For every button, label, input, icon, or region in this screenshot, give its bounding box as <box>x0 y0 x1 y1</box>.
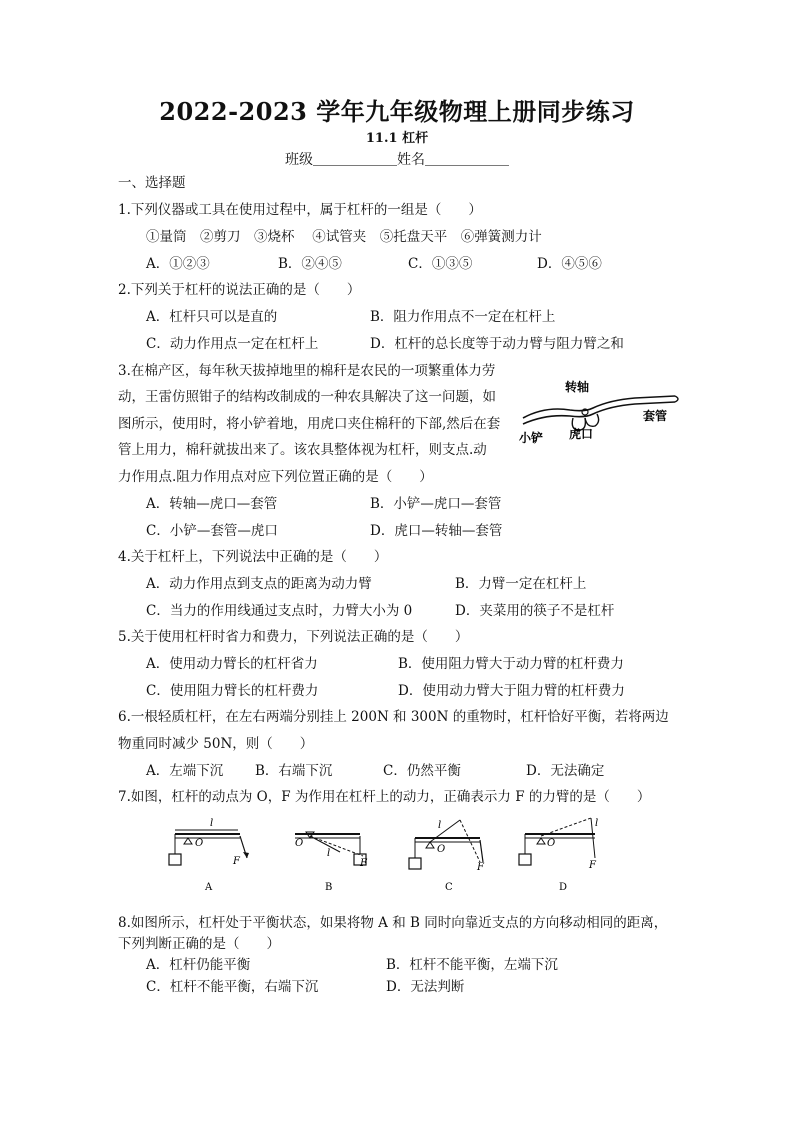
question-8-option-d: D．无法判断 <box>386 979 465 995</box>
question-2-option-c: C．动力作用点一定在杠杆上 <box>146 336 319 352</box>
question-1-option-d: D．④⑤⑥ <box>537 256 602 272</box>
question-1-option-b: B．②④⑤ <box>278 256 342 272</box>
label-o-a: O <box>195 838 204 849</box>
label-l-c: l <box>438 820 442 831</box>
cotton-puller-figure <box>515 378 685 450</box>
label-f-c: F <box>477 862 484 873</box>
section-heading: 一、选择题 <box>118 175 186 191</box>
question-6-line-2: 物重同时减少 50N，则（ ） <box>118 736 314 752</box>
page-title: 2022-2023 学年九年级物理上册同步练习 <box>159 97 635 126</box>
question-6-option-c: C．仍然平衡 <box>383 763 461 779</box>
question-3-line-1: 3.在棉产区，每年秋天拔掉地里的棉秆是农民的一项繁重体力劳 <box>118 363 496 379</box>
lever-figure-d <box>519 818 598 893</box>
label-l-b: l <box>327 848 331 859</box>
question-1-items: ①量筒 ②剪刀 ③烧杯 ④试管夹 ⑤托盘天平 ⑥弹簧测力计 <box>146 229 542 245</box>
figure-label-sleeve: 套管 <box>643 409 668 423</box>
question-8-option-b: B．杠杆不能平衡，左端下沉 <box>386 957 558 973</box>
label-f-a: F <box>233 856 240 867</box>
figure-label-a: A <box>205 882 213 893</box>
question-5-stem: 5.关于使用杠杆时省力和费力，下列说法正确的是（ ） <box>118 629 469 645</box>
question-2-option-b: B．阻力作用点不一定在杠杆上 <box>370 309 556 325</box>
question-1-option-c: C．①③⑤ <box>408 256 473 272</box>
label-f-b: F <box>360 858 367 869</box>
figure-label-c: C <box>445 882 453 893</box>
question-5-option-c: C．使用阻力臂长的杠杆费力 <box>146 683 319 699</box>
question-3-option-d: D．虎口—转轴—套管 <box>370 523 503 539</box>
question-8-line-1: 8.如图所示，杠杆处于平衡状态，如果将物 A 和 B 同时向靠近支点的方向移动相同的距离， <box>118 915 668 931</box>
lever-figure-a <box>169 818 249 893</box>
question-3-line-3: 图所示，使用时，将小铲着地，用虎口夹住棉秆的下部,然后在套 <box>118 416 501 432</box>
question-6-option-d: D．无法确定 <box>526 763 605 779</box>
lever-figure-c <box>409 820 485 893</box>
question-3-option-b: B．小铲—虎口—套管 <box>370 496 502 512</box>
label-o-d: O <box>547 838 556 849</box>
question-1-option-a: A．①②③ <box>146 256 210 272</box>
label-o-b: O <box>295 838 304 849</box>
label-f-d: F <box>589 860 596 871</box>
question-2-stem: 2.下列关于杠杆的说法正确的是（ ） <box>118 282 361 298</box>
question-5-option-b: B．使用阻力臂大于动力臂的杠杆费力 <box>398 656 624 672</box>
label-l-d: l <box>595 818 599 829</box>
lesson-subtitle: 11.1 杠杆 <box>365 131 429 146</box>
figure-label-shovel: 小铲 <box>519 431 544 445</box>
figure-label-d: D <box>559 882 568 893</box>
question-5-option-a: A．使用动力臂长的杠杆省力 <box>146 656 318 672</box>
question-6-line-1: 6.一根轻质杠杆，在左右两端分别挂上 200N 和 300N 的重物时，杠杆恰好平衡，若将两边 <box>118 709 669 725</box>
question-7-stem: 7.如图，杠杆的动点为 O，F 为作用在杠杆上的动力，正确表示力 F 的力臂的是（ ） <box>118 789 651 805</box>
class-name-line: 班级＿＿＿＿＿＿姓名＿＿＿＿＿＿ <box>285 152 509 168</box>
label-o-c: O <box>437 844 446 855</box>
question-4-option-b: B．力臂一定在杠杆上 <box>455 576 587 592</box>
figure-label-pivot: 转轴 <box>565 380 590 394</box>
figure-label-b: B <box>325 882 333 893</box>
question-8-option-a: A．杠杆仍能平衡 <box>146 957 251 973</box>
lever-figure-b <box>295 832 368 893</box>
lever-figures <box>155 812 625 894</box>
question-3-option-c: C．小铲—套管—虎口 <box>146 523 278 539</box>
question-2-option-d: D．杠杆的总长度等于动力臂与阻力臂之和 <box>370 336 624 352</box>
figure-label-jaw: 虎口 <box>569 427 594 441</box>
question-8-option-c: C．杠杆不能平衡，右端下沉 <box>146 979 319 995</box>
question-3-line-2: 动，王雷仿照钳子的结构改制成的一种农具解决了这一问题，如 <box>118 389 496 405</box>
question-8-line-2: 下列判断正确的是（ ） <box>118 936 280 952</box>
question-3-option-a: A．转轴—虎口—套管 <box>146 496 278 512</box>
question-6-option-b: B．右端下沉 <box>255 763 333 779</box>
question-6-option-a: A．左端下沉 <box>146 763 224 779</box>
question-4-stem: 4.关于杠杆上，下列说法中正确的是（ ） <box>118 549 388 565</box>
question-3-line-4: 管上用力，棉秆就拔出来了。该农具整体视为杠杆，则支点.动 <box>118 442 487 458</box>
question-4-option-c: C．当力的作用线通过支点时，力臂大小为 0 <box>146 603 413 619</box>
label-l-a: l <box>210 818 214 829</box>
question-4-option-a: A．动力作用点到支点的距离为动力臂 <box>146 576 372 592</box>
question-1-stem: 1.下列仪器或工具在使用过程中，属于杠杆的一组是（ ） <box>118 202 482 218</box>
question-2-option-a: A．杠杆只可以是直的 <box>146 309 278 325</box>
question-3-line-5: 力作用点.阻力作用点对应下列位置正确的是（ ） <box>118 469 433 485</box>
question-4-option-d: D．夹菜用的筷子不是杠杆 <box>455 603 615 619</box>
question-5-option-d: D．使用动力臂大于阻力臂的杠杆费力 <box>398 683 625 699</box>
